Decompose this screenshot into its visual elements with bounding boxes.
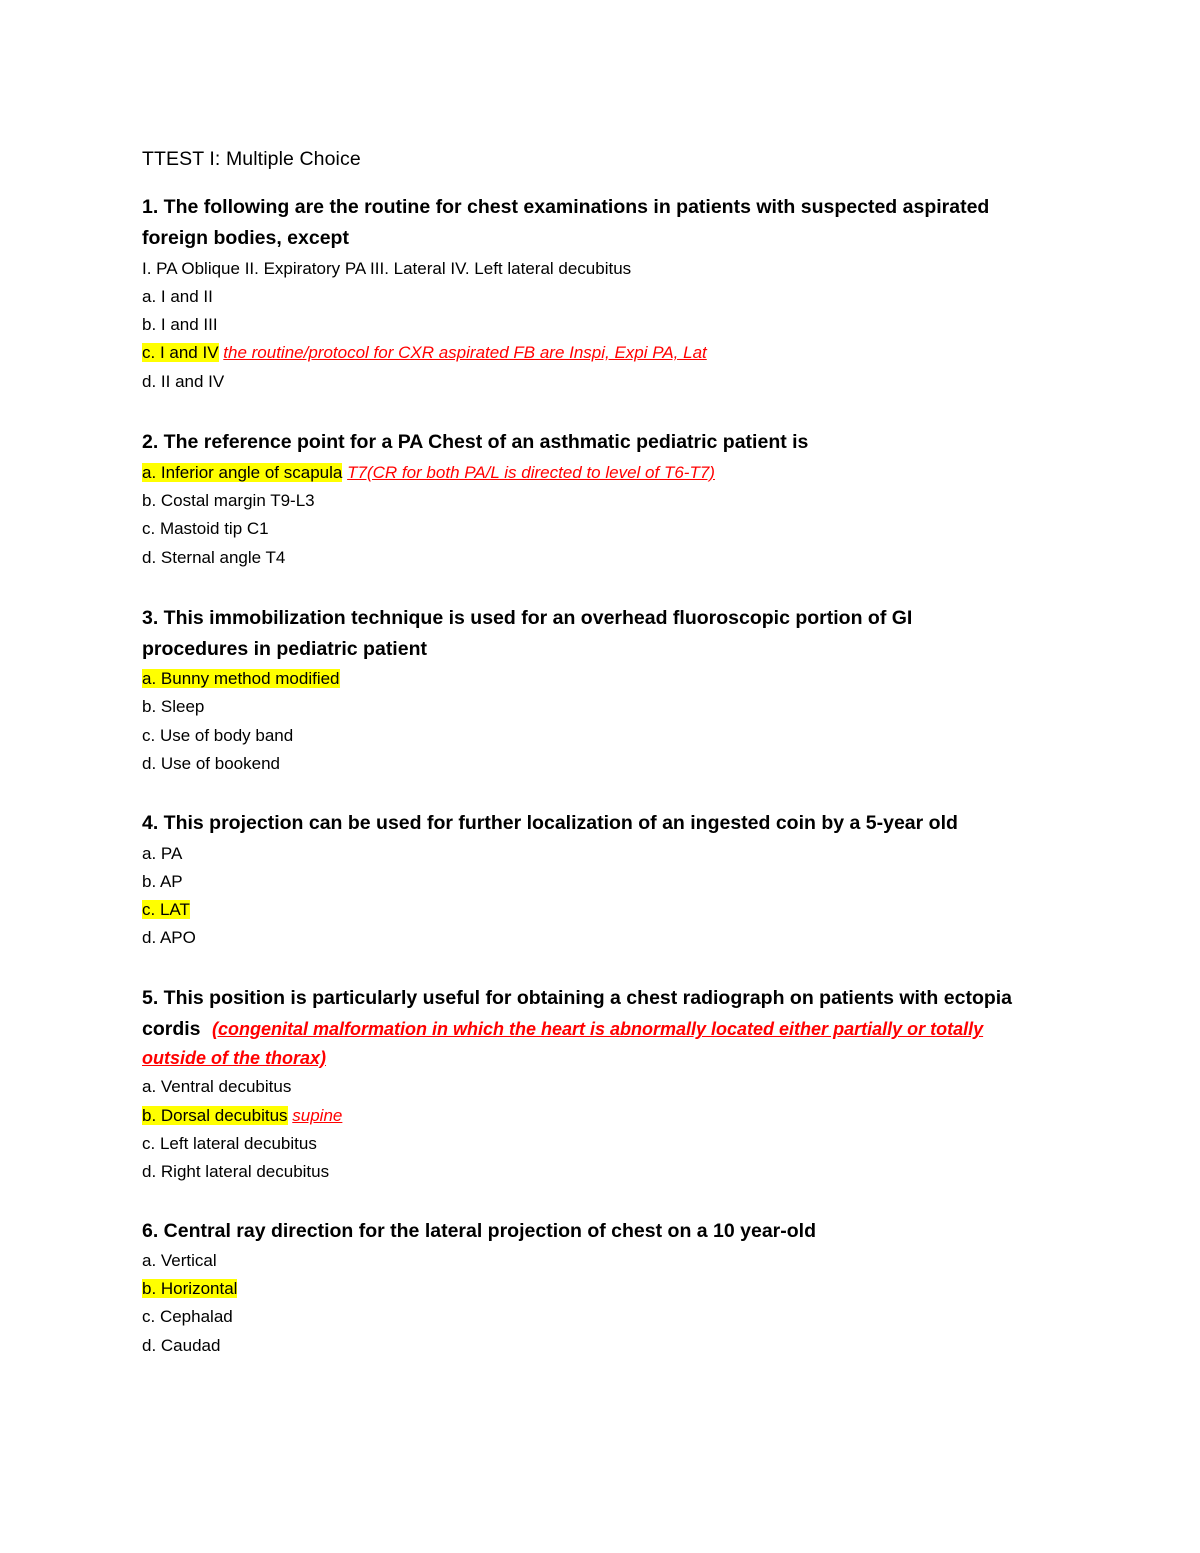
question-1-answer-note: the routine/protocol for CXR aspirated FB are Inspi, Expi PA, Lat xyxy=(223,343,707,362)
question-5-option-c: c. Left lateral decubitus xyxy=(142,1134,317,1153)
question-5-option-b-row xyxy=(142,1106,342,1126)
question-1-option-c-answer: c. I and IV xyxy=(142,343,219,362)
question-5-stem: 5. This position is particularly useful for obtaining a chest radiograph on patients with ectopia xyxy=(142,987,1013,1009)
question-5-option-b-answer: b. Dorsal decubitus xyxy=(142,1106,288,1125)
question-4-option-c-answer: c. LAT xyxy=(142,900,190,919)
question-2-option-d: d. Sternal angle T4 xyxy=(142,548,286,567)
question-3-option-a-answer: a. Bunny method modified xyxy=(142,669,340,688)
question-3-stem-cont: procedures in pediatric patient xyxy=(142,638,427,660)
question-5-stem-note: (congenital malformation in which the heart is abnormally located either partially or totally xyxy=(211,1019,984,1039)
question-1-sub-items: I. PA Oblique II. Expiratory PA III. Lateral IV. Left lateral decubitus xyxy=(142,259,632,278)
question-6-option-b-answer: b. Horizontal xyxy=(142,1279,238,1298)
question-6-option-a: a. Vertical xyxy=(142,1251,217,1270)
question-4-option-c-row xyxy=(142,900,190,920)
question-2-option-a-answer: a. Inferior angle of scapula xyxy=(142,463,343,482)
question-4-stem: 4. This projection can be used for further localization of an ingested coin by a 5-year old xyxy=(142,812,958,834)
question-5-option-a: a. Ventral decubitus xyxy=(142,1077,292,1096)
question-5-answer-note: supine xyxy=(292,1106,343,1125)
question-6-option-d: d. Caudad xyxy=(142,1336,221,1355)
question-1-option-c-row xyxy=(142,343,707,363)
question-3-option-d: d. Use of bookend xyxy=(142,754,280,773)
question-2-option-b: b. Costal margin T9-L3 xyxy=(142,491,315,510)
question-5-stem-row2 xyxy=(142,1018,983,1040)
question-1-option-b: b. I and III xyxy=(142,315,218,334)
question-2-answer-note: T7(CR for both PA/L is directed to level of T6-T7) xyxy=(347,463,715,482)
page-title: TTEST I: Multiple Choice xyxy=(142,148,361,170)
question-5-option-d: d. Right lateral decubitus xyxy=(142,1162,330,1181)
question-3-option-b: b. Sleep xyxy=(142,697,205,716)
question-2-stem: 2. The reference point for a PA Chest of an asthmatic pediatric patient is xyxy=(142,431,809,453)
question-4-option-b: b. AP xyxy=(142,872,183,891)
question-6-stem: 6. Central ray direction for the lateral projection of chest on a 10 year-old xyxy=(142,1220,817,1242)
question-1-stem: 1. The following are the routine for chest examinations in patients with suspected aspirated xyxy=(142,196,990,218)
question-3-stem: 3. This immobilization technique is used for an overhead fluoroscopic portion of GI xyxy=(142,607,913,629)
question-5-stem-note-cont: outside of the thorax) xyxy=(142,1048,326,1068)
question-4-option-a: a. PA xyxy=(142,844,183,863)
question-4-option-d: d. APO xyxy=(142,928,196,947)
question-1-option-d: d. II and IV xyxy=(142,372,225,391)
question-6-option-b-row xyxy=(142,1279,237,1299)
question-2-option-a-row xyxy=(142,463,715,483)
question-1-stem-cont: foreign bodies, except xyxy=(142,227,349,249)
question-3-option-a-row xyxy=(142,669,340,689)
question-6-option-c: c. Cephalad xyxy=(142,1307,233,1326)
question-3-option-c: c. Use of body band xyxy=(142,726,294,745)
question-5-stem-cont: cordis xyxy=(142,1018,201,1040)
question-2-option-c: c. Mastoid tip C1 xyxy=(142,519,269,538)
question-1-option-a: a. I and II xyxy=(142,287,213,306)
